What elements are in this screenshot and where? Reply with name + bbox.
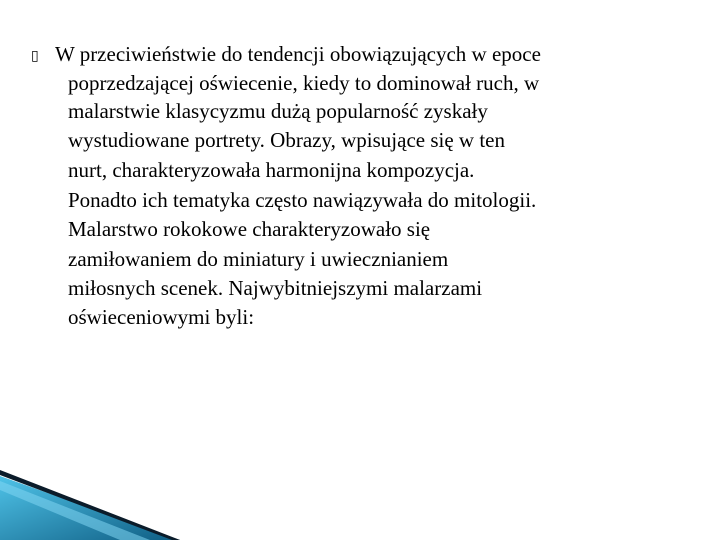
text-line: oświeceniowymi byli: — [68, 305, 255, 329]
text-line: W przeciwieństwie do tendencji obowiązujących w epoce — [55, 42, 541, 66]
text-line: poprzedzającej oświecenie, kiedy to dominował ruch, w — [68, 71, 540, 95]
text-line: nurt, charakteryzowała harmonijna kompozycja. — [68, 158, 475, 182]
text-line: malarstwie klasycyzmu dużą popularność zyskały — [68, 99, 488, 123]
text-line: Ponadto ich tematyka często nawiązywała do mitologii. — [68, 188, 537, 212]
corner-swoosh-decoration — [0, 450, 180, 540]
text-line: wystudiowane portrety. Obrazy, wpisujące się w ten — [68, 128, 505, 152]
text-line: miłosnych scenek. Najwybitniejszymi malarzami — [68, 276, 483, 300]
text-line: Malarstwo rokokowe charakteryzowało się — [68, 217, 431, 241]
text-line: zamiłowaniem do miniatury i uwiecznianiem — [68, 247, 449, 271]
bullet-icon: ▯ — [31, 48, 39, 64]
